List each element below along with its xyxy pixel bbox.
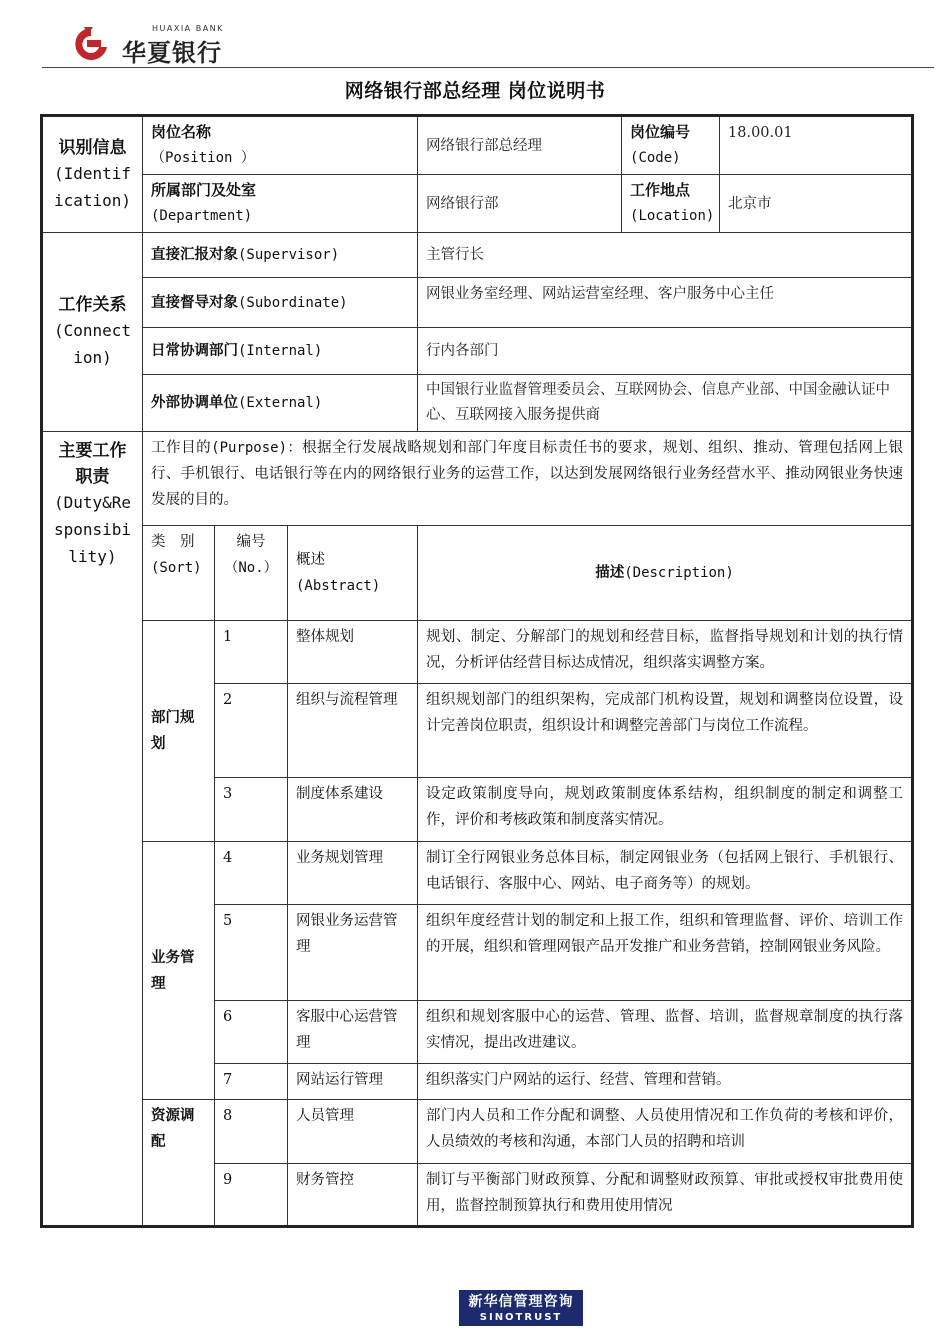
duty-abstract: 财务管控 [288, 1164, 418, 1227]
location-label: 工作地点 (Location) [622, 175, 720, 233]
duty-no: 3 [215, 778, 288, 842]
duty-abstract: 组织与流程管理 [288, 684, 418, 778]
job-description-table [40, 114, 914, 1228]
duty-abstract: 制度体系建设 [288, 778, 418, 842]
sinotrust-logo: 新华信管理咨询 SINOTRUST [459, 1290, 583, 1326]
huaxia-bank-logo-icon [68, 25, 114, 63]
duty-description: 组织落实门户网站的运行、经营、管理和营销。 [418, 1064, 913, 1100]
supervisor-value: 主管行长 [418, 233, 913, 278]
duty-description: 制订与平衡部门财政预算、分配和调整财政预算、审批或授权审批费用使用，监督控制预算执行和费用使用情况 [418, 1164, 913, 1227]
location-value: 北京市 [720, 175, 913, 233]
supervisor-row [42, 233, 913, 278]
duty-description: 制订全行网银业务总体目标，制定网银业务（包括网上银行、手机银行、电话银行、客服中心、网站、电子商务等）的规划。 [418, 842, 913, 905]
duty-no: 4 [215, 842, 288, 905]
external-label: 外部协调单位(External) [143, 375, 418, 432]
position-code-label: 岗位编号 (Code) [622, 116, 720, 175]
external-value: 中国银行业监督管理委员会、互联网协会、信息产业部、中国金融认证中心、互联网接入服务提供商 [418, 375, 913, 432]
page-header [0, 0, 950, 70]
duty-description: 组织年度经营计划的制定和上报工作，组织和管理监督、评价、培训工作的开展，组织和管理网银产品开发推广和业务营销，控制网银业务风险。 [418, 905, 913, 1001]
internal-value: 行内各部门 [418, 328, 913, 375]
duties-header-row [42, 526, 913, 621]
duty-abstract: 客服中心运营管理 [288, 1001, 418, 1064]
duty-row-4 [42, 842, 913, 905]
duty-no: 9 [215, 1164, 288, 1227]
duty-description: 组织和规划客服中心的运营、管理、监督、培训，监督规章制度的执行落实情况，提出改进建议。 [418, 1001, 913, 1064]
abstract-header: 概述 (Abstract) [288, 526, 418, 621]
no-header: 编号 （No.） [215, 526, 288, 621]
duty-no: 7 [215, 1064, 288, 1100]
duty-no: 5 [215, 905, 288, 1001]
duty-abstract: 人员管理 [288, 1100, 418, 1164]
header-divider [42, 67, 934, 68]
supervisor-label: 直接汇报对象(Supervisor) [143, 233, 418, 278]
duty-abstract: 网站运行管理 [288, 1064, 418, 1100]
duties-section-label: 主要工作职责 (Duty&Responsibility) [42, 432, 143, 1227]
department-value: 网络银行部 [418, 175, 622, 233]
duty-description: 组织规划部门的组织架构，完成部门机构设置，规划和调整岗位设置，设计完善岗位职责，组织设计和调整完善部门与岗位工作流程。 [418, 684, 913, 778]
identification-row-2 [42, 175, 913, 233]
duty-description: 设定政策制度导向，规划政策制度体系结构，组织制度的制定和调整工作，评价和考核政策和制度落实情况。 [418, 778, 913, 842]
duty-row-8 [42, 1100, 913, 1164]
sort-department-planning: 部门规划 [143, 621, 215, 842]
identification-row-1 [42, 116, 913, 175]
duty-row-1 [42, 621, 913, 684]
subordinate-label: 直接督导对象(Subordinate) [143, 278, 418, 328]
bank-name-en: HUAXIA BANK [152, 24, 224, 33]
relations-section-label: 工作关系 (Connection) [42, 233, 143, 432]
duty-abstract: 整体规划 [288, 621, 418, 684]
internal-label: 日常协调部门(Internal) [143, 328, 418, 375]
duty-no: 2 [215, 684, 288, 778]
duty-description: 规划、制定、分解部门的规划和经营目标，监督指导规划和计划的执行情况，分析评估经营目标达成情况，组织落实调整方案。 [418, 621, 913, 684]
description-header: 描述(Description) [418, 526, 913, 621]
position-name-label: 岗位名称 （Position ） [143, 116, 418, 175]
subordinate-value: 网银业务室经理、网站运营室经理、客户服务中心主任 [418, 278, 913, 328]
document-title: 网络银行部总经理 岗位说明书 [344, 80, 606, 102]
purpose-row [42, 432, 913, 526]
department-label: 所属部门及处室 (Department) [143, 175, 418, 233]
position-name-value: 网络银行部总经理 [418, 116, 622, 175]
external-row [42, 375, 913, 432]
purpose-text: 工作目的(Purpose)：根据全行发展战略规划和部门年度目标责任书的要求，规划、组织、推动、管理包括网上银行、手机银行、电话银行等在内的网络银行业务的运营工作，以达到发展网络银行业务经营水平、推动网银业务快速发展的目的。 [143, 432, 913, 526]
duty-no: 8 [215, 1100, 288, 1164]
position-code-value: 18.00.01 [720, 116, 913, 175]
subordinate-row [42, 278, 913, 328]
duty-description: 部门内人员和工作分配和调整、人员使用情况和工作负荷的考核和评价，人员绩效的考核和沟通，本部门人员的招聘和培训 [418, 1100, 913, 1164]
identification-section-label: 识别信息 (Identification) [42, 116, 143, 233]
sort-resource-allocation: 资源调配 [143, 1100, 215, 1227]
duty-abstract: 网银业务运营管理 [288, 905, 418, 1001]
bank-name-cn: 华夏银行 [122, 39, 222, 67]
duty-no: 6 [215, 1001, 288, 1064]
duty-no: 1 [215, 621, 288, 684]
sort-header: 类 别 (Sort) [143, 526, 215, 621]
internal-row [42, 328, 913, 375]
sort-business-management: 业务管理 [143, 842, 215, 1100]
duty-abstract: 业务规划管理 [288, 842, 418, 905]
